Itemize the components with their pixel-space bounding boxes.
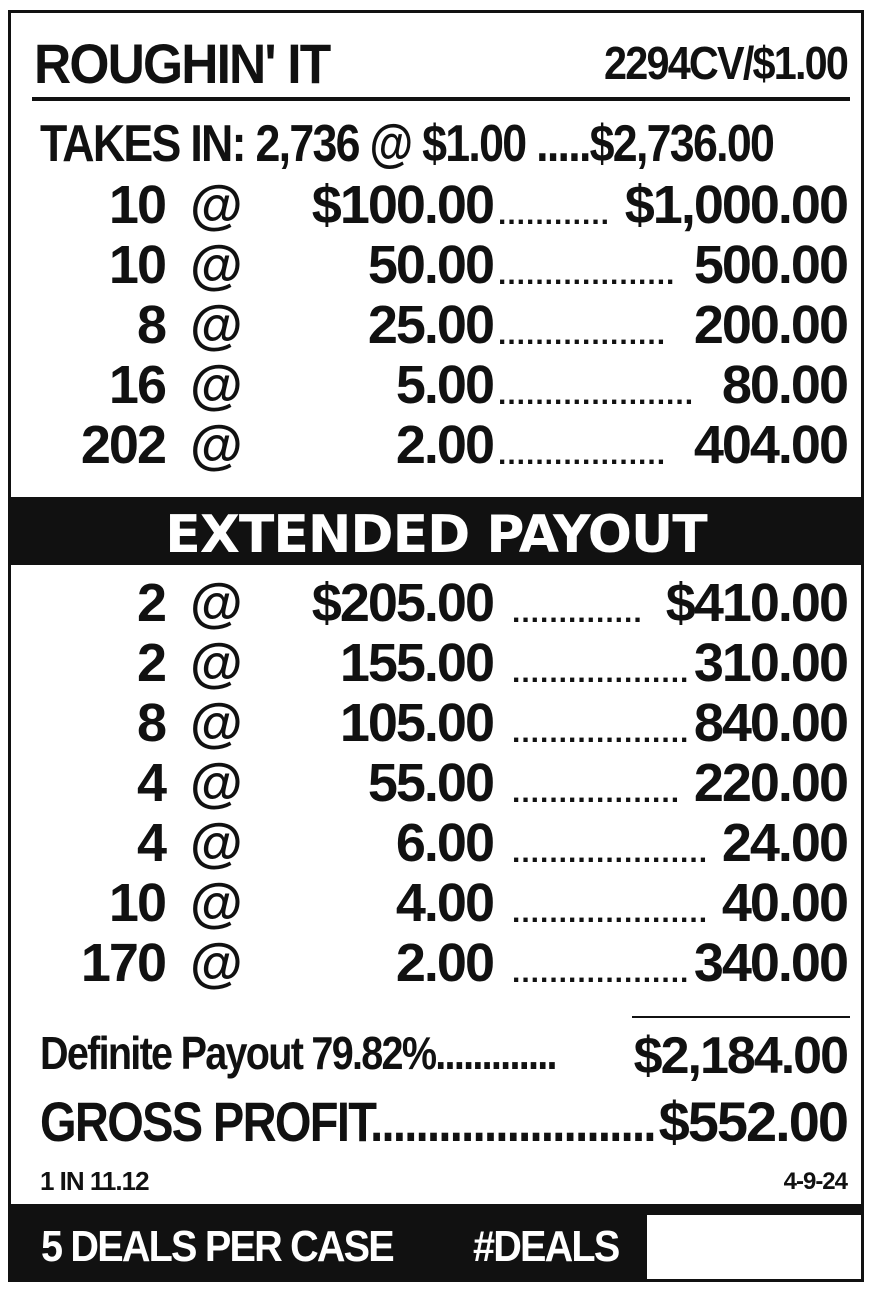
prize-total: 840.00 xyxy=(693,693,847,753)
game-title: ROUGHIN' IT xyxy=(34,32,330,95)
at-sign: @ xyxy=(190,693,241,753)
takes-in-line: TAKES IN: 2,736 @ $1.00 .....$2,736.00 xyxy=(40,115,774,173)
prize-row xyxy=(0,573,883,636)
prize-row xyxy=(0,813,883,876)
prize-value: 4.00 xyxy=(395,873,493,933)
definite-payout-amount: $2,184.00 xyxy=(633,1027,847,1085)
prize-count: 8 xyxy=(136,295,165,355)
prize-value: 105.00 xyxy=(339,693,493,753)
leader-dots: .................. xyxy=(498,438,667,471)
at-sign: @ xyxy=(190,235,241,295)
leader-dots: .............. xyxy=(512,596,643,629)
prize-value: 55.00 xyxy=(367,753,493,813)
definite-payout-label: Definite Payout 79.82%............. xyxy=(40,1027,556,1079)
form-number: 2294CV/$1.00 xyxy=(603,37,847,89)
gross-profit-amount: $552.00 xyxy=(658,1090,847,1153)
prize-total: 24.00 xyxy=(721,813,847,873)
at-sign: @ xyxy=(190,933,241,993)
leader-dots: .................. xyxy=(498,318,667,351)
title-rule xyxy=(32,97,850,101)
leader-dots: ..................... xyxy=(498,378,695,411)
prize-total: 340.00 xyxy=(693,933,847,993)
prize-row xyxy=(0,873,883,936)
prize-row xyxy=(0,693,883,756)
prize-count: 4 xyxy=(136,753,165,813)
prize-count: 2 xyxy=(136,573,165,633)
at-sign: @ xyxy=(190,813,241,873)
leader-dots: ..................... xyxy=(512,836,709,869)
prize-value: 50.00 xyxy=(367,235,493,295)
prize-value: 155.00 xyxy=(339,633,493,693)
leader-dots: ................... xyxy=(498,258,676,291)
prize-count: 10 xyxy=(108,873,165,933)
prize-total: $1,000.00 xyxy=(624,175,847,235)
at-sign: @ xyxy=(190,295,241,355)
extended-payout-banner xyxy=(11,497,861,565)
prize-count: 2 xyxy=(136,633,165,693)
leader-dots: ................... xyxy=(512,956,690,989)
prize-row xyxy=(0,415,883,478)
leader-dots: ............ xyxy=(498,198,611,231)
at-sign: @ xyxy=(190,753,241,813)
gross-profit-label: GROSS PROFIT......................... xyxy=(40,1090,655,1153)
prize-count: 10 xyxy=(108,235,165,295)
prize-value: 2.00 xyxy=(395,415,493,475)
prize-value: $205.00 xyxy=(311,573,493,633)
prize-total: 220.00 xyxy=(693,753,847,813)
prize-count: 8 xyxy=(136,693,165,753)
prize-total: 500.00 xyxy=(693,235,847,295)
leader-dots: ................... xyxy=(512,716,690,749)
prize-row xyxy=(0,235,883,298)
prize-row xyxy=(0,175,883,238)
prize-count: 202 xyxy=(80,415,165,475)
prize-total: 200.00 xyxy=(693,295,847,355)
prize-value: $100.00 xyxy=(311,175,493,235)
prize-count: 4 xyxy=(136,813,165,873)
prize-value: 6.00 xyxy=(395,813,493,873)
prize-total: 404.00 xyxy=(693,415,847,475)
prize-row xyxy=(0,933,883,996)
prize-value: 25.00 xyxy=(367,295,493,355)
at-sign: @ xyxy=(190,355,241,415)
at-sign: @ xyxy=(190,415,241,475)
leader-dots: ..................... xyxy=(512,896,709,929)
total-rule xyxy=(632,1016,850,1018)
deals-label: #DEALS xyxy=(473,1222,619,1271)
prize-row xyxy=(0,355,883,418)
prize-value: 2.00 xyxy=(395,933,493,993)
prize-total: 40.00 xyxy=(721,873,847,933)
leader-dots: .................. xyxy=(512,776,681,809)
prize-total: 80.00 xyxy=(721,355,847,415)
deals-per-case: 5 DEALS PER CASE xyxy=(41,1222,393,1271)
at-sign: @ xyxy=(190,873,241,933)
odds-text: 1 IN 11.12 xyxy=(40,1166,149,1196)
prize-total: 310.00 xyxy=(693,633,847,693)
at-sign: @ xyxy=(190,175,241,235)
extended-payout-label: EXTENDED PAYOUT xyxy=(165,505,707,565)
prize-count: 16 xyxy=(108,355,165,415)
prize-value: 5.00 xyxy=(395,355,493,415)
prize-count: 170 xyxy=(80,933,165,993)
footer-bar xyxy=(11,1204,861,1279)
leader-dots: ................... xyxy=(512,656,690,689)
prize-row xyxy=(0,633,883,696)
date-text: 4-9-24 xyxy=(783,1168,847,1195)
at-sign: @ xyxy=(190,573,241,633)
at-sign: @ xyxy=(190,633,241,693)
prize-count: 10 xyxy=(108,175,165,235)
prize-total: $410.00 xyxy=(665,573,847,633)
prize-row xyxy=(0,295,883,358)
prize-row xyxy=(0,753,883,816)
deals-entry-box[interactable] xyxy=(647,1215,861,1279)
